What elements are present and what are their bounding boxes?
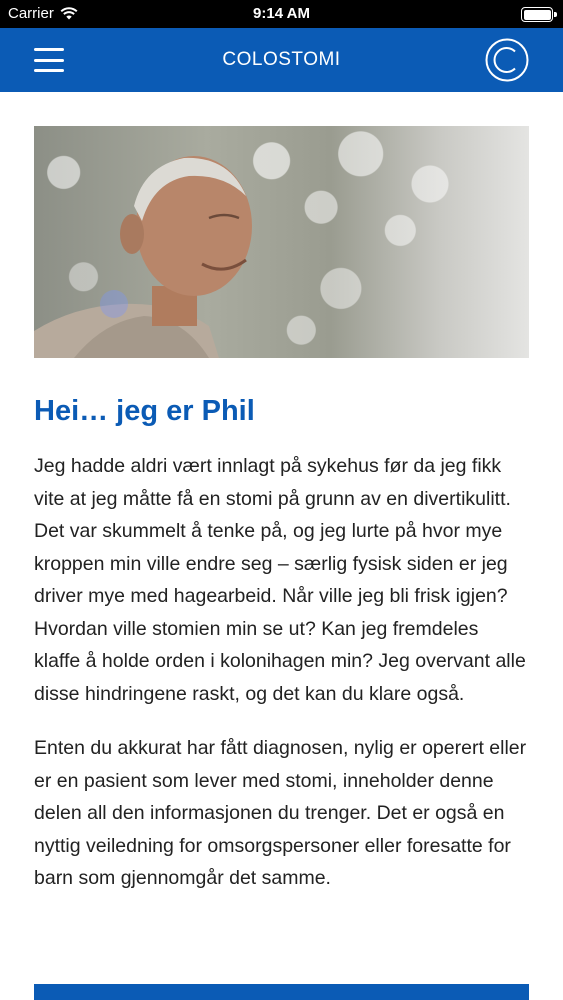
article-paragraph: Jeg hadde aldri vært innlagt på sykehus før da jeg fikk vite at jeg måtte få en stomi på grunn av en divertikulitt. Det var skummelt å tenke på, og jeg lurte på hvor mye kroppen min ville endre seg – særlig fysisk siden er jeg driver mye med hagearbeid. Når ville jeg bli frisk igjen? Hvordan ville stomien min se ut? Kan jeg fremdeles klaffe å holde orden i kolonihagen min? Jeg overvant alle disse hindringene raskt, og det kan du klare også. — [34, 455, 526, 705]
next-section-banner[interactable] — [34, 984, 529, 1000]
nav-bar — [0, 28, 563, 92]
battery-icon — [521, 7, 553, 22]
page-title: COLOSTOMI — [222, 49, 341, 70]
hero-image — [34, 126, 529, 358]
article-content — [0, 92, 563, 895]
man-portrait-illustration — [34, 126, 529, 358]
status-time: 9:14 AM — [253, 5, 310, 22]
coloplast-logo-icon[interactable] — [485, 38, 529, 82]
battery-level — [524, 10, 551, 20]
carrier-label: Carrier — [8, 5, 54, 22]
article-headline: Hei… jeg er Phil — [34, 395, 255, 427]
article-paragraph: Enten du akkurat har fått diagnosen, nylig er operert eller er en pasient som lever med stomi, inneholder denne delen all den informasjonen du trenger. Det er også en nyttig veiledning for omsorgspersoner eller foresatte for barn som gjennomgår det samme. — [34, 737, 527, 889]
status-bar — [0, 0, 563, 28]
